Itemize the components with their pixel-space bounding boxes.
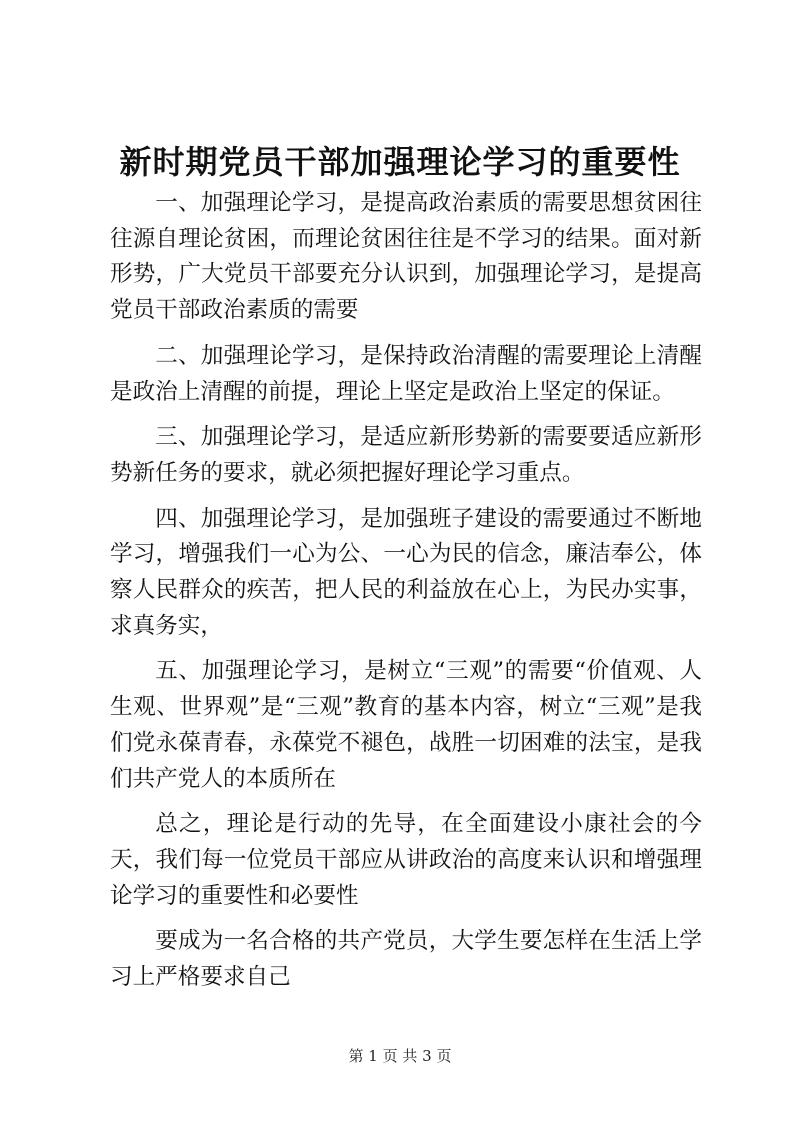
paragraph-7: 要成为一名合格的共产党员，大学生要怎样在生活上学习上严格要求自己 bbox=[110, 928, 702, 991]
document-title: 新时期党员干部加强理论学习的重要性 bbox=[119, 143, 681, 181]
paragraph-4: 四、加强理论学习，是加强班子建设的需要通过不断地学习，增强我们一心为公、一心为民的信念，廉洁奉公，体察人民群众的疾苦，把人民的利益放在心上，为民办实事，求真务实， bbox=[110, 505, 702, 639]
document-body bbox=[110, 186, 702, 1006]
paragraph-1: 一、加强理论学习，是提高政治素质的需要思想贫困往往源自理论贫困，而理论贫困往往是不学习的结果。面对新形势，广大党员干部要充分认识到，加强理论学习，是提高党员干部政治素质的需要 bbox=[110, 190, 702, 324]
paragraph-6: 总之，理论是行动的先导，在全面建设小康社会的今天，我们每一位党员干部应从讲政治的高度来认识和增强理论学习的重要性和必要性 bbox=[110, 811, 702, 909]
paragraph-3: 三、加强理论学习，是适应新形势新的需要要适应新形势新任务的要求，就必须把握好理论学习重点。 bbox=[110, 424, 702, 486]
paragraph-5: 五、加强理论学习，是树立“三观”的需要“价值观、人生观、世界观”是“三观”教育的基本内容，树立“三观”是我们党永葆青春，永葆党不褪色，战胜一切困难的法宝，是我们共产党人的本质所在 bbox=[110, 658, 702, 792]
paragraph-2: 二、加强理论学习，是保持政治清醒的需要理论上清醒是政治上清醒的前提，理论上坚定是政治上坚定的保证。 bbox=[110, 342, 702, 405]
page-number-footer: 第 1 页 共 3 页 bbox=[348, 1047, 452, 1065]
